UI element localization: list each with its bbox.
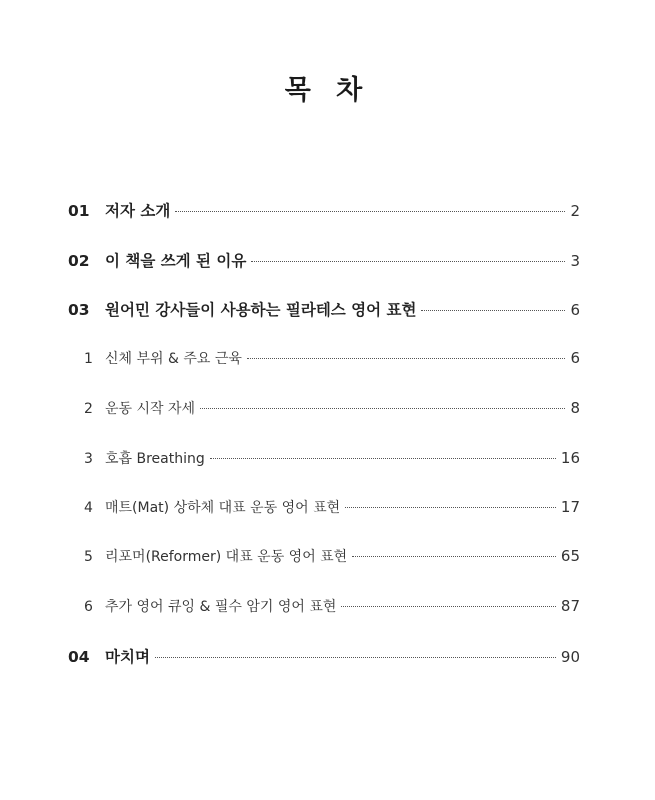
toc-entry-03[interactable] (68, 298, 580, 320)
toc-section-number: 4 (84, 500, 93, 516)
toc-subentry-4[interactable] (84, 497, 580, 517)
dot-leader (352, 556, 556, 557)
toc-entry-label: 마치며 (105, 648, 150, 666)
dot-leader (175, 211, 565, 212)
toc-entry-label: 운동 시작 자세 (105, 401, 196, 417)
dot-leader (345, 507, 556, 508)
toc-entry-label: 저자 소개 (105, 202, 171, 220)
toc-subentry-5[interactable] (84, 546, 580, 566)
toc-page-number: 6 (570, 349, 580, 367)
dot-leader (421, 310, 565, 311)
toc-page-number: 65 (560, 547, 580, 565)
toc-entry-label: 신체 부위 & 주요 근육 (105, 351, 242, 367)
toc-entry-04[interactable] (68, 645, 580, 667)
toc-chapter-number: 02 (68, 252, 90, 270)
toc-page-number: 87 (560, 597, 580, 615)
toc-subentry-1[interactable] (84, 348, 580, 368)
toc-subentry-3[interactable] (84, 448, 580, 468)
toc-subentry-2[interactable] (84, 398, 580, 418)
toc-entry-02[interactable] (68, 249, 580, 271)
toc-subentry-6[interactable] (84, 596, 580, 616)
dot-leader (200, 408, 565, 409)
toc-entry-label: 추가 영어 큐잉 & 필수 암기 영어 표현 (105, 599, 337, 615)
toc-chapter-number: 01 (68, 202, 90, 220)
toc-entry-label: 리포머(Reformer) 대표 운동 영어 표현 (105, 549, 348, 565)
toc-entry-01[interactable] (68, 199, 580, 221)
dot-leader (341, 606, 556, 607)
toc-page-number: 16 (560, 449, 580, 467)
toc-page-number: 17 (560, 498, 580, 516)
toc-page-number: 3 (570, 252, 580, 270)
toc-page-number: 2 (570, 202, 580, 220)
toc-page-number: 90 (560, 648, 580, 666)
dot-leader (210, 458, 556, 459)
toc-entry-label: 호흡 Breathing (105, 451, 205, 467)
toc-section-number: 2 (84, 401, 93, 417)
page-title: 목 차 (284, 75, 371, 106)
toc-entry-label: 이 책을 쓰게 된 이유 (105, 252, 247, 270)
toc-section-number: 6 (84, 599, 93, 615)
toc-section-number: 5 (84, 549, 93, 565)
dot-leader (251, 261, 565, 262)
toc-page-number: 8 (570, 399, 580, 417)
toc-section-number: 1 (84, 351, 93, 367)
toc-section-number: 3 (84, 451, 93, 467)
dot-leader (247, 358, 566, 359)
toc-entry-label: 원어민 강사들이 사용하는 필라테스 영어 표현 (105, 301, 417, 319)
toc-entry-label: 매트(Mat) 상하체 대표 운동 영어 표현 (105, 500, 341, 516)
toc-chapter-number: 03 (68, 301, 90, 319)
toc-chapter-number: 04 (68, 648, 90, 666)
toc-page-number: 6 (570, 301, 580, 319)
dot-leader (155, 657, 556, 658)
